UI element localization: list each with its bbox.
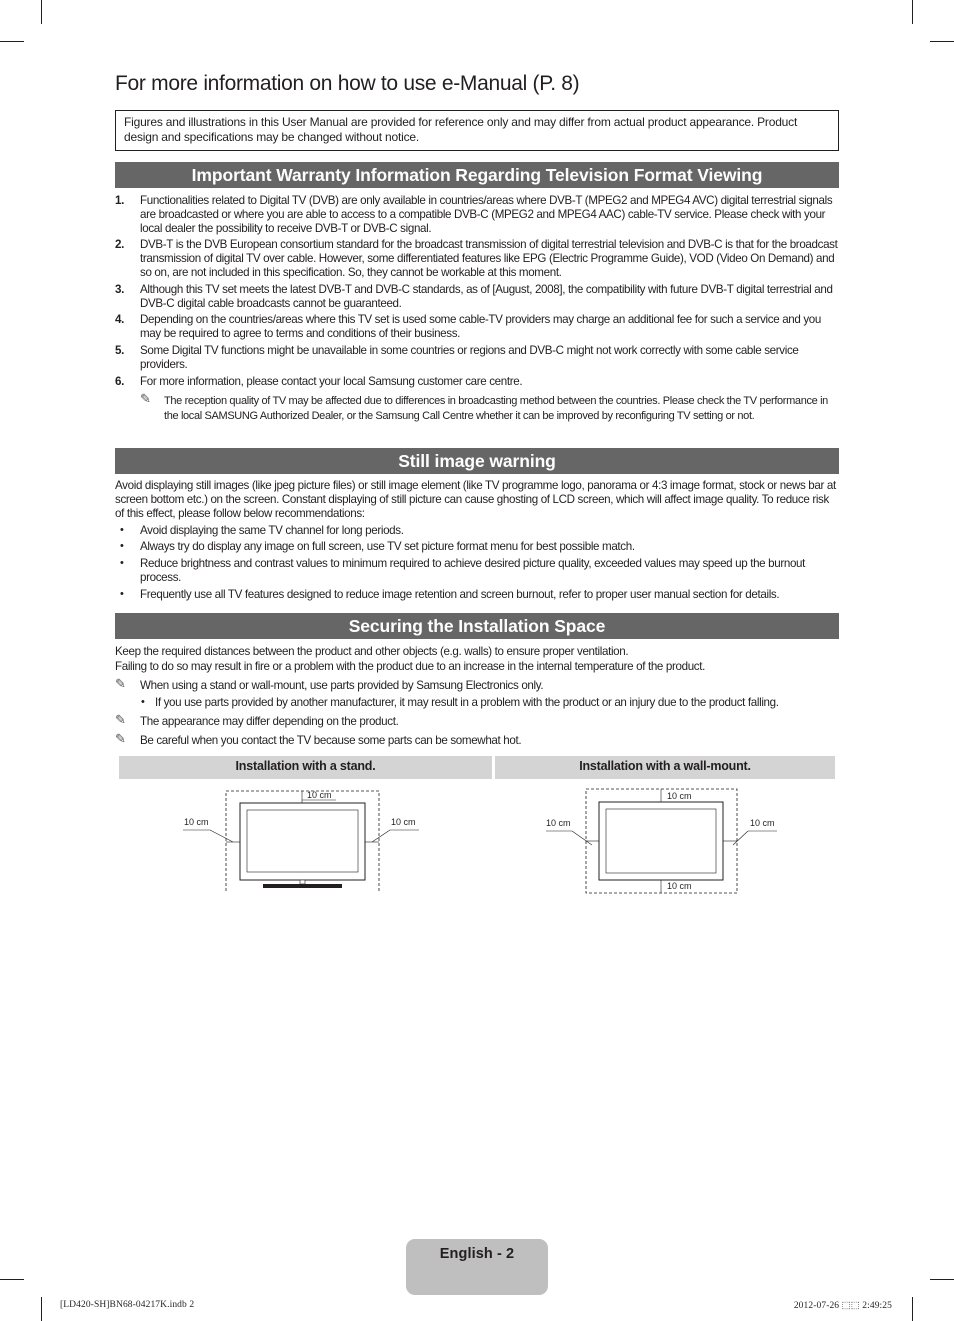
print-slug-file: [LD420-SH]BN68-04217K.indb 2 bbox=[60, 1300, 195, 1310]
stand-installation-diagram bbox=[178, 786, 428, 894]
table-header-stand: Installation with a stand. bbox=[119, 756, 492, 779]
list-item: Reduce brightness and contrast values to minimum required to achieve desired picture quality, exceeded values may speed up the burnout process. bbox=[140, 557, 806, 584]
list-item: Avoid displaying the same TV channel for long periods. bbox=[140, 524, 404, 537]
item-text: DVB-T is the DVB European consortium standard for the broadcast transmission of digital terrestrial television and DVB-C is that for the broadcast transmission of digital TV over cable. However, some differentiated features like EPG (Electric Programme Guide), VOD (Video On Demand) and so on, are not included in this specification. So, they cannot be workable at this moment. bbox=[140, 238, 838, 279]
distance-label-bottom: 10 cm bbox=[667, 881, 692, 891]
installation-heading: Securing the Installation Space bbox=[115, 613, 839, 639]
item-number: 2. bbox=[115, 238, 124, 251]
install-text: Failing to do so may result in fire or a problem with the product due to an increase in the internal temperature of the product. bbox=[115, 660, 705, 673]
distance-label-left: 10 cm bbox=[546, 818, 571, 828]
bullet-icon: • bbox=[120, 588, 124, 600]
distance-label-right: 10 cm bbox=[750, 818, 775, 828]
page-title: For more information on how to use e-Manual (P. 8) bbox=[115, 72, 580, 95]
pencil-note-icon: ✎ bbox=[115, 731, 126, 746]
item-number: 5. bbox=[115, 344, 124, 357]
warranty-heading: Important Warranty Information Regarding Television Format Viewing bbox=[115, 162, 839, 188]
pencil-note-icon: ✎ bbox=[140, 391, 151, 406]
install-sub-bullet: If you use parts provided by another manufacturer, it may result in a problem with the product or an injury due to the product falling. bbox=[155, 696, 779, 709]
still-image-heading: Still image warning bbox=[115, 448, 839, 474]
install-note: When using a stand or wall-mount, use parts provided by Samsung Electronics only. bbox=[140, 679, 544, 692]
table-header-wall-mount: Installation with a wall-mount. bbox=[495, 756, 835, 779]
item-text: Functionalities related to Digital TV (DVB) are only available in countries/areas where DVB-T (MPEG2 and MPEG4 AVC) digital terrestrial signals are broadcasted or where you are able to access to a compatible DVB-C (MPEG2 and MPEG4 AAC) cable-TV service. Please check with your local dealer the possibility to receive DVB-T or DVB-C signal. bbox=[140, 194, 833, 235]
distance-label-left: 10 cm bbox=[184, 817, 209, 827]
bullet-icon: • bbox=[120, 524, 124, 536]
item-number: 3. bbox=[115, 283, 124, 296]
install-text: Keep the required distances between the product and other objects (e.g. walls) to ensure proper ventilation. bbox=[115, 645, 629, 658]
list-item bbox=[115, 194, 839, 236]
item-text: Although this TV set meets the latest DVB-T and DVB-C standards, as of [August, 2008], the compatibility with future DVB-T digital terrestrial and DVB-C digital cable broadcasts cannot be guaranteed. bbox=[140, 283, 833, 310]
distance-label-top: 10 cm bbox=[307, 790, 332, 800]
warranty-note: The reception quality of TV may be affected due to differences in broadcasting method between the countries. Please check the TV performance in the local SAMSUNG Authorized Dealer, or the Samsung Call Centre whether it can be improved by reconfiguring TV setting or not. bbox=[164, 395, 828, 422]
list-item bbox=[115, 375, 839, 389]
pencil-note-icon: ✎ bbox=[115, 712, 126, 727]
list-item bbox=[115, 283, 839, 311]
item-text: For more information, please contact your local Samsung customer care centre. bbox=[140, 375, 523, 388]
list-item bbox=[115, 344, 839, 372]
item-number: 6. bbox=[115, 375, 124, 388]
item-number: 4. bbox=[115, 313, 124, 326]
crop-mark bbox=[912, 0, 913, 24]
list-item bbox=[115, 238, 839, 280]
item-text: Depending on the countries/areas where this TV set is used some cable-TV providers may charge an additional fee for such a service and you may be required to agree to terms and conditions of their business. bbox=[140, 313, 822, 340]
bullet-icon: • bbox=[120, 557, 124, 569]
still-image-intro: Avoid displaying still images (like jpeg picture files) or still image element (like TV programme logo, panorama or 4:3 image format, stock or news bar at screen bottom etc.) on the screen. Constant displaying of still picture can cause ghosting of LCD screen, which will affect image quality. To reduce risk of this effect, please follow below recommendations: bbox=[115, 479, 836, 520]
distance-label-top: 10 cm bbox=[667, 791, 692, 801]
crop-mark bbox=[930, 1279, 954, 1280]
bullet-icon: • bbox=[141, 696, 145, 708]
crop-mark bbox=[0, 41, 24, 42]
crop-mark bbox=[41, 1297, 42, 1321]
install-note: Be careful when you contact the TV because some parts can be somewhat hot. bbox=[140, 734, 522, 747]
bullet-icon: • bbox=[120, 540, 124, 552]
crop-mark bbox=[41, 0, 42, 24]
print-slug-timestamp: 2012-07-26 ⬚⬚ 2:49:25 bbox=[793, 1301, 892, 1311]
install-note: The appearance may differ depending on the product. bbox=[140, 715, 399, 728]
wall-mount-installation-diagram bbox=[542, 786, 792, 896]
item-number: 1. bbox=[115, 194, 124, 207]
list-item bbox=[115, 313, 839, 341]
page-number: English - 2 bbox=[439, 1246, 515, 1262]
distance-label-right: 10 cm bbox=[391, 817, 416, 827]
crop-mark bbox=[912, 1297, 913, 1321]
list-item: Frequently use all TV features designed to reduce image retention and screen burnout, refer to proper user manual section for details. bbox=[140, 588, 780, 601]
disclaimer-box: Figures and illustrations in this User Manual are provided for reference only and may differ from actual product appearance. Product design and specifications may be changed without notice. bbox=[115, 110, 839, 151]
item-text: Some Digital TV functions might be unavailable in some countries or regions and DVB-C might not work correctly with some cable service providers. bbox=[140, 344, 799, 371]
crop-mark bbox=[930, 41, 954, 42]
pencil-note-icon: ✎ bbox=[115, 676, 126, 691]
crop-mark bbox=[0, 1279, 24, 1280]
list-item: Always try do display any image on full screen, use TV set picture format menu for best possible match. bbox=[140, 540, 635, 553]
